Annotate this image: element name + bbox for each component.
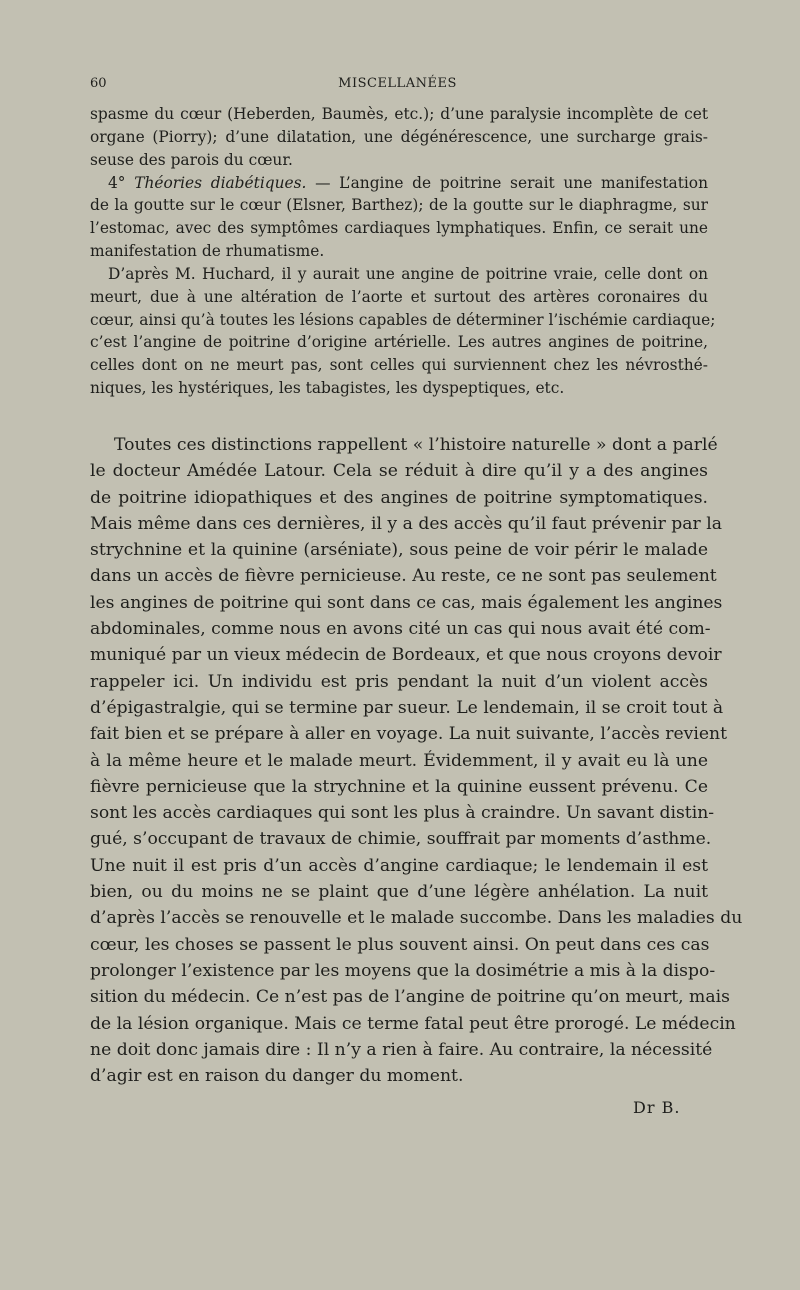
text-line: meurt, due à une altération de l’aorte et surtout des artères coronaires du [90,287,708,306]
text-line: spasme du cœur (Heberden, Baumès, etc.); d’une paralysie incomplète de cet [90,105,708,123]
text-line: strychnine et la quinine (arséniate), sous peine de voir périr le malade [90,540,708,561]
page-number: 60 [90,76,107,91]
running-title: MISCELLANÉES [338,76,457,91]
text-line: Une nuit il est pris d’un accès d’angine cardiaque; le lendemain il est [90,855,708,876]
text-line: muniqué par un vieux médecin de Bordeaux, et que nous croyons devoir [90,645,722,666]
text-line: Mais même dans ces dernières, il y a des accès qu’il faut prévenir par la [90,513,722,534]
text-line: bien, ou du moins ne se plaint que d’une légère anhélation. La nuit [90,882,708,903]
text-line: le docteur Amédée Latour. Cela se réduit à dire qu’il y a des angines [90,461,708,482]
text-line: d’épigastralgie, qui se termine par sueur. Le lendemain, il se croit tout à [90,697,724,718]
text-line: organe (Piorry); d’une dilatation, une dégénérescence, une surcharge grais- [90,127,708,146]
text-line: cœur, les choses se passent le plus souvent ainsi. On peut dans ces cas [90,934,710,955]
signature: Dr B. [633,1098,681,1117]
text-line: manifestation de rhumatisme. [90,242,325,261]
text-line: d’agir est en raison du danger du moment. [90,1066,464,1087]
text-line: sont les accès cardiaques qui sont les plus à craindre. Un savant distin- [90,803,715,824]
text-line: Toutes ces distinctions rappellent « l’histoire naturelle » dont a parlé [114,435,718,455]
text-line: l’estomac, avec des symptômes cardiaques lymphatiques. Enfin, ce serait une [90,219,708,238]
text-line: D’après M. Huchard, il y aurait une angine de poitrine vraie, celle dont on [108,264,708,283]
text-line: à la même heure et le malade meurt. Évidemment, il y avait eu là une [90,750,708,771]
text-line: fièvre pernicieuse que la strychnine et la quinine eussent prévenu. Ce [90,776,708,797]
text-line: de la lésion organique. Mais ce terme fatal peut être prorogé. Le médecin [90,1013,736,1034]
text-line: cœur, ainsi qu’à toutes les lésions capables de déterminer l’ischémie cardiaque; [90,310,716,329]
text-line: sition du médecin. Ce n’est pas de l’angine de poitrine qu’on meurt, mais [90,987,730,1008]
page-header [90,76,705,96]
text-line: gué, s’occupant de travaux de chimie, souffrait par moments d’asthme. [90,829,712,850]
text-line: celles dont on ne meurt pas, sont celles qui surviennent chez les névrosthé- [90,356,708,375]
text-line: rappeler ici. Un individu est pris pendant la nuit d’un violent accès [90,671,708,692]
text-line: abdominales, comme nous en avons cité un cas qui nous avait été com- [90,619,711,640]
text-line: seuse des parois du cœur. [90,150,293,169]
main-text-section [90,432,743,1089]
text-line: fait bien et se prépare à aller en voyage. La nuit suivante, l’accès revient [90,724,727,745]
small-text-section [90,103,716,400]
text-line: ne doit donc jamais dire : Il n’y a rien à faire. Au contraire, la nécessité [90,1039,713,1060]
text-line: de la goutte sur le cœur (Elsner, Barthez); de la goutte sur le diaphragme, sur [90,196,708,215]
text-line: c’est l’angine de poitrine d’origine artérielle. Les autres angines de poitrine, [90,333,708,352]
text-line: prolonger l’existence par les moyens que la dosimétrie a mis à la dispo- [90,960,716,981]
text-line: les angines de poitrine qui sont dans ce cas, mais également les angines [90,592,723,613]
text-line: de poitrine idiopathiques et des angines de poitrine symptomatiques. [90,487,708,508]
text-line: niques, les hystériques, les tabagistes, les dyspeptiques, etc. [90,379,565,398]
text-line: dans un accès de fièvre pernicieuse. Au reste, ce ne sont pas seulement [90,566,717,587]
text-line: d’après l’accès se renouvelle et le malade succombe. Dans les maladies du [90,908,743,929]
text-line: 4° Théories diabétiques. — L’angine de poitrine serait une manifestation [108,173,708,192]
